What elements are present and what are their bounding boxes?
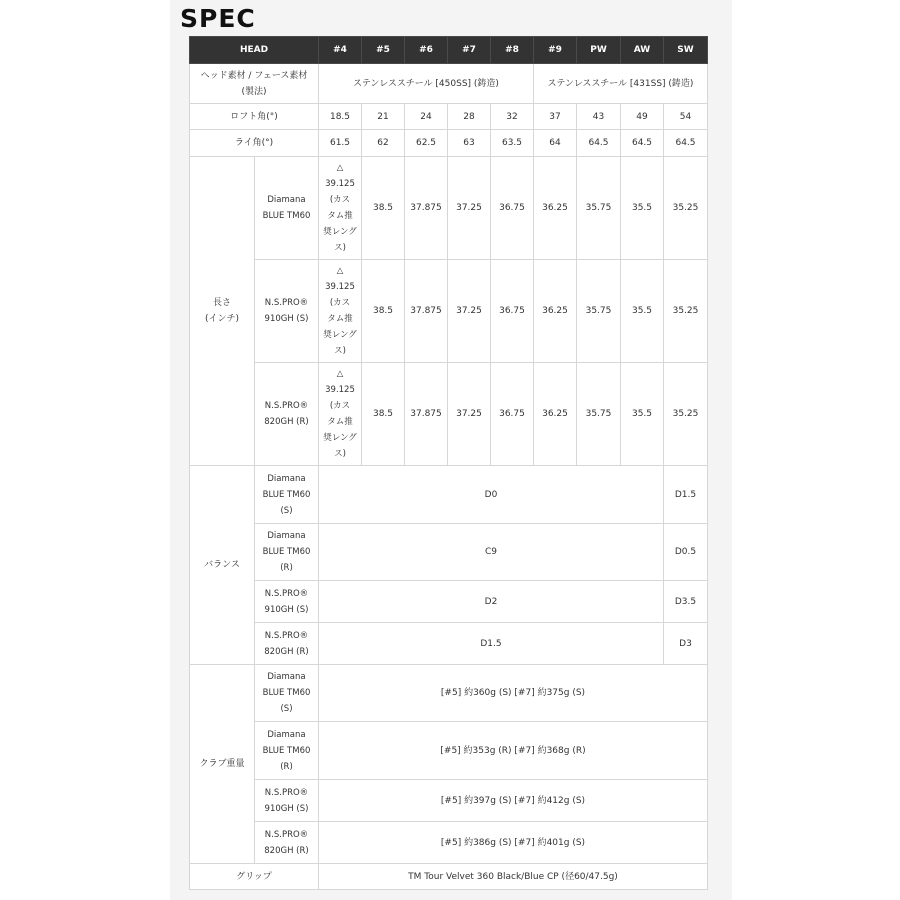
material-label: ヘッド素材 / フェース素材 (製法) <box>190 64 319 104</box>
header-col: #7 <box>448 37 491 64</box>
length-value: 37.875 <box>405 260 448 363</box>
balance-sw-value: D0.5 <box>664 524 708 581</box>
grip-value: TM Tour Velvet 360 Black/Blue CP (径60/47.5g) <box>319 864 708 890</box>
loft-value: 18.5 <box>319 104 362 130</box>
length-value: 35.5 <box>621 260 664 363</box>
lie-value: 64 <box>534 130 577 157</box>
material-value-b: ステンレススチール [431SS] (鋳造) <box>534 64 708 104</box>
lie-value: 62 <box>362 130 405 157</box>
weight-row <box>190 822 708 864</box>
length-row <box>190 363 708 466</box>
length-value: 37.25 <box>448 363 491 466</box>
shaft-name: Diamana BLUE TM60 (S) <box>255 466 319 524</box>
loft-value: 54 <box>664 104 708 130</box>
length-value: 35.75 <box>577 157 621 260</box>
weight-value: [#5] 約353g (R) [#7] 約368g (R) <box>319 722 708 780</box>
grip-row <box>190 864 708 890</box>
balance-sw-value: D3 <box>664 623 708 665</box>
header-col: PW <box>577 37 621 64</box>
length-value: 38.5 <box>362 363 405 466</box>
material-row <box>190 64 708 104</box>
material-value-a: ステンレススチール [450SS] (鋳造) <box>319 64 534 104</box>
lie-row <box>190 130 708 157</box>
balance-value: C9 <box>319 524 664 581</box>
weight-value: [#5] 約397g (S) [#7] 約412g (S) <box>319 780 708 822</box>
shaft-name: N.S.PRO® 910GH (S) <box>255 581 319 623</box>
length-value: 38.5 <box>362 260 405 363</box>
length-row <box>190 260 708 363</box>
shaft-name: N.S.PRO® 820GH (R) <box>255 623 319 665</box>
lie-value: 62.5 <box>405 130 448 157</box>
shaft-name: N.S.PRO® 820GH (R) <box>255 822 319 864</box>
header-col: #6 <box>405 37 448 64</box>
header-col: #5 <box>362 37 405 64</box>
header-col: AW <box>621 37 664 64</box>
loft-value: 43 <box>577 104 621 130</box>
length-value: 36.25 <box>534 260 577 363</box>
length-value: 38.5 <box>362 157 405 260</box>
grip-label: グリップ <box>190 864 319 890</box>
spec-table <box>189 36 708 890</box>
balance-value: D1.5 <box>319 623 664 665</box>
length-value-4: △ 39.125 (カス タム推 奨レング ス) <box>319 157 362 260</box>
weight-value: [#5] 約360g (S) [#7] 約375g (S) <box>319 665 708 722</box>
shaft-name: N.S.PRO® 820GH (R) <box>255 363 319 466</box>
length-value: 35.5 <box>621 363 664 466</box>
shaft-name: Diamana BLUE TM60 (S) <box>255 665 319 722</box>
lie-value: 64.5 <box>664 130 708 157</box>
loft-label: ロフト角(°) <box>190 104 319 130</box>
length-label: 長さ (インチ) <box>190 157 255 466</box>
lie-value: 64.5 <box>621 130 664 157</box>
loft-value: 21 <box>362 104 405 130</box>
balance-row <box>190 581 708 623</box>
loft-value: 24 <box>405 104 448 130</box>
weight-value: [#5] 約386g (S) [#7] 約401g (S) <box>319 822 708 864</box>
header-col: #9 <box>534 37 577 64</box>
length-value: 36.75 <box>491 157 534 260</box>
shaft-name: Diamana BLUE TM60 (R) <box>255 524 319 581</box>
loft-row <box>190 104 708 130</box>
shaft-name: Diamana BLUE TM60 <box>255 157 319 260</box>
loft-value: 49 <box>621 104 664 130</box>
header-col: SW <box>664 37 708 64</box>
balance-label: バランス <box>190 466 255 665</box>
lie-label: ライ角(°) <box>190 130 319 157</box>
balance-value: D2 <box>319 581 664 623</box>
shaft-name: Diamana BLUE TM60 (R) <box>255 722 319 780</box>
loft-value: 37 <box>534 104 577 130</box>
length-value: 37.25 <box>448 260 491 363</box>
header-head: HEAD <box>190 37 319 64</box>
weight-row <box>190 780 708 822</box>
loft-value: 28 <box>448 104 491 130</box>
loft-value: 32 <box>491 104 534 130</box>
length-value: 37.875 <box>405 363 448 466</box>
length-value: 35.25 <box>664 260 708 363</box>
length-value: 37.875 <box>405 157 448 260</box>
length-value-4: △ 39.125 (カス タム推 奨レング ス) <box>319 363 362 466</box>
length-value: 35.75 <box>577 363 621 466</box>
lie-value: 64.5 <box>577 130 621 157</box>
lie-value: 63.5 <box>491 130 534 157</box>
balance-value: D0 <box>319 466 664 524</box>
length-value: 35.25 <box>664 363 708 466</box>
balance-row <box>190 466 708 524</box>
weight-row <box>190 665 708 722</box>
length-value: 36.25 <box>534 157 577 260</box>
page-title: SPEC <box>180 4 256 33</box>
length-value-4: △ 39.125 (カス タム推 奨レング ス) <box>319 260 362 363</box>
length-value: 35.25 <box>664 157 708 260</box>
balance-row <box>190 623 708 665</box>
header-row <box>190 37 708 64</box>
weight-row <box>190 722 708 780</box>
length-value: 35.5 <box>621 157 664 260</box>
shaft-name: N.S.PRO® 910GH (S) <box>255 260 319 363</box>
lie-value: 61.5 <box>319 130 362 157</box>
length-value: 36.75 <box>491 260 534 363</box>
balance-sw-value: D3.5 <box>664 581 708 623</box>
header-col: #4 <box>319 37 362 64</box>
header-col: #8 <box>491 37 534 64</box>
length-value: 37.25 <box>448 157 491 260</box>
length-value: 35.75 <box>577 260 621 363</box>
length-value: 36.75 <box>491 363 534 466</box>
weight-label: クラブ重量 <box>190 665 255 864</box>
shaft-name: N.S.PRO® 910GH (S) <box>255 780 319 822</box>
lie-value: 63 <box>448 130 491 157</box>
length-value: 36.25 <box>534 363 577 466</box>
balance-sw-value: D1.5 <box>664 466 708 524</box>
balance-row <box>190 524 708 581</box>
length-row <box>190 157 708 260</box>
